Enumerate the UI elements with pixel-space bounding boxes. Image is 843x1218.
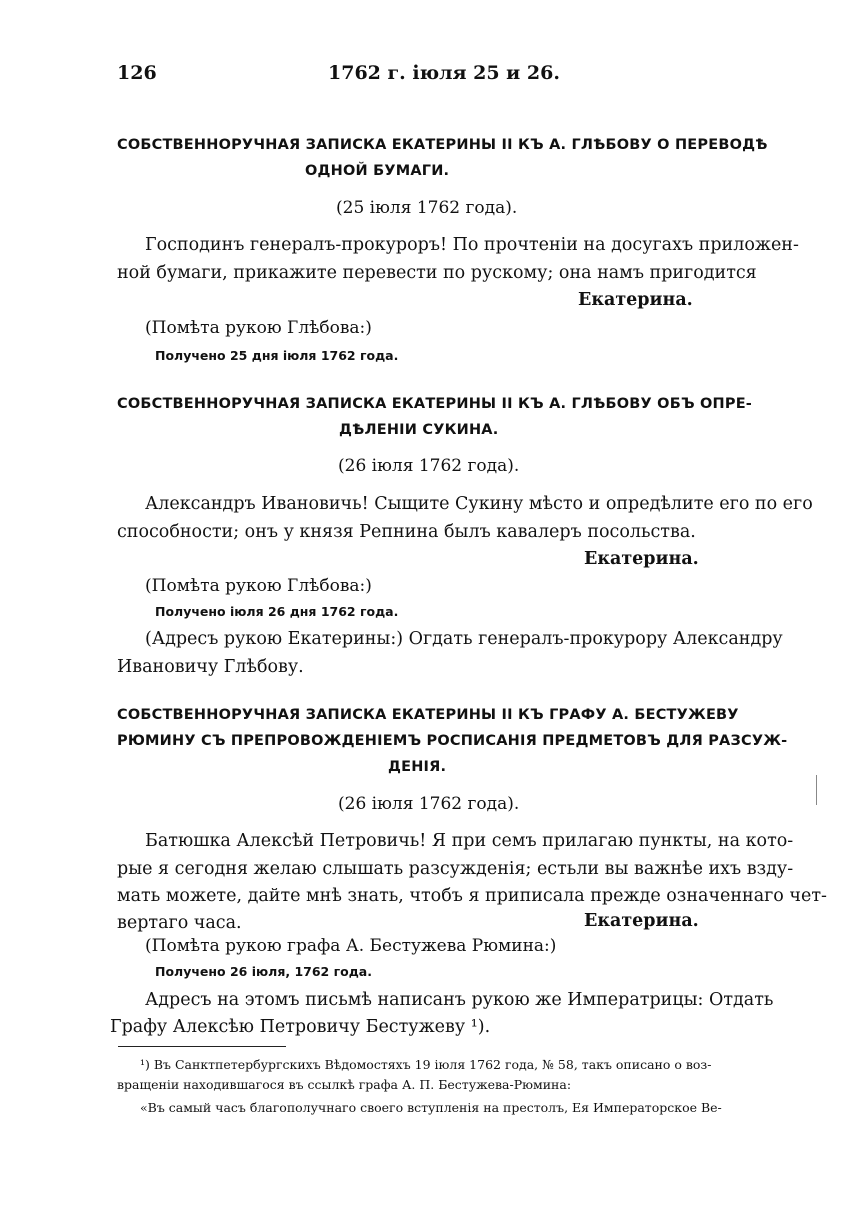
section-2-address-line: (Адресъ рукою Екатерины:) Огдать генералъ-прокурору Александру [145, 629, 783, 649]
running-title: 1762 г. іюля 25 и 26. [328, 62, 560, 84]
section-2-address-line: Ивановичу Глѣбову. [117, 657, 304, 677]
section-1-date: (25 іюля 1762 года). [336, 198, 518, 218]
section-3-note: (Помѣта рукою графа А. Бестужева Рюмина:) [145, 936, 557, 956]
footnote-line: вращеніи находившагося въ ссылкѣ графа А. П. Бестужева-Рюмина: [117, 1077, 572, 1092]
section-1-signature: Екатерина. [578, 290, 693, 310]
section-1-title-line: СОБСТВЕННОРУЧНАЯ ЗАПИСКА ЕКАТЕРИНЫ II КЪ А. ГЛѢБОВУ О ПЕРЕВОДѢ [117, 137, 768, 153]
section-3-body-line: вертаго часа. [117, 913, 242, 933]
section-3-signature: Екатерина. [584, 911, 699, 931]
section-2-signature: Екатерина. [584, 549, 699, 569]
section-2-body-line: способности; онъ у князя Репнина былъ кавалеръ посольства. [117, 522, 696, 542]
section-2-body-line: Александръ Ивановичь! Сыщите Сукину мѣсто и опредѣлите его по его [145, 494, 813, 514]
footnote-line: ¹) Въ Санктпетербургскихъ Вѣдомостяхъ 19 іюля 1762 года, № 58, такъ описано о воз- [140, 1057, 712, 1072]
section-1-received: Получено 25 дня іюля 1762 года. [155, 348, 399, 363]
margin-mark [816, 775, 817, 805]
footnote-rule [118, 1046, 286, 1047]
section-1-title-line: ОДНОЙ БУМАГИ. [305, 163, 450, 179]
section-1-note: (Помѣта рукою Глѣбова:) [145, 318, 372, 338]
section-3-address-line: Адресъ на этомъ письмѣ написанъ рукою же Императрицы: Отдать [145, 990, 774, 1010]
section-1-body-line: Господинъ генералъ-прокуроръ! По прочтеніи на досугахъ приложен- [145, 235, 799, 255]
section-3-body-line: рые я сегодня желаю слышать разсужденія; естьли вы важнѣе ихъ взду- [117, 859, 794, 879]
page-number: 126 [117, 62, 157, 84]
section-3-date: (26 іюля 1762 года). [338, 794, 520, 814]
section-3-title-line: СОБСТВЕННОРУЧНАЯ ЗАПИСКА ЕКАТЕРИНЫ II КЪ ГРАФУ А. БЕСТУЖЕВУ [117, 707, 739, 723]
footnote-line: «Въ самый часъ благополучнаго своего вступленія на престолъ, Ея Императорское Ве- [140, 1100, 722, 1115]
section-2-note: (Помѣта рукою Глѣбова:) [145, 576, 372, 596]
section-3-title-line: ДЕНІЯ. [388, 759, 447, 775]
section-2-title-line: СОБСТВЕННОРУЧНАЯ ЗАПИСКА ЕКАТЕРИНЫ II КЪ А. ГЛѢБОВУ ОБЪ ОПРЕ- [117, 396, 753, 412]
section-3-received: Получено 26 іюля, 1762 года. [155, 964, 372, 979]
section-3-title-line: РЮМИНУ СЪ ПРЕПРОВОЖДЕНІЕМЪ РОСПИСАНІЯ ПРЕДМЕТОВЪ ДЛЯ РАЗСУЖ- [117, 733, 788, 749]
section-2-date: (26 іюля 1762 года). [338, 456, 520, 476]
section-3-body-line: мать можете, дайте мнѣ знать, чтобъ я приписала прежде означеннаго чет- [117, 886, 827, 906]
section-2-received: Получено іюля 26 дня 1762 года. [155, 604, 399, 619]
section-3-address-line: Графу Алексѣю Петровичу Бестужеву ¹). [110, 1017, 491, 1037]
section-2-title-line: ДѢЛЕНІИ СУКИНА. [339, 422, 499, 438]
section-1-body-line: ной бумаги, прикажите перевести по рускому; она намъ пригодится [117, 263, 757, 283]
section-3-body-line: Батюшка Алексѣй Петровичь! Я при семъ прилагаю пункты, на кото- [145, 831, 794, 851]
